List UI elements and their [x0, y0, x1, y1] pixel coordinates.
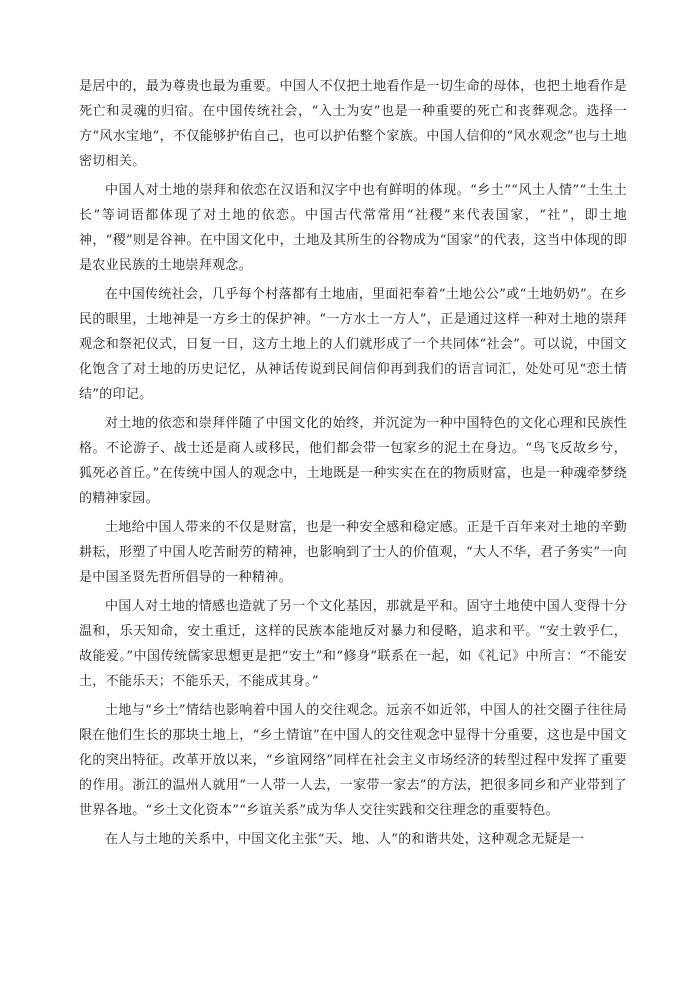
paragraph: 土地与“乡土”情结也影响着中国人的交往观念。远亲不如近邻，中国人的社交圈子往往局限在他们生长的那块土地上，“乡土情谊”在中国人的交往观念中显得十分重要，这也是中国文化的突出特征。改革开放以来，“乡谊网络”同样在社会主义市场经济的转型过程中发挥了重要的作用。浙江的温州人就用“一人带一人去，一家带一家去”的方法，把很多同乡和产业带到了世界各地。“乡土文化资本”“乡谊关系”成为华人交往实践和交往理念的重要特色。 [79, 703, 627, 818]
paragraph: 中国人对土地的崇拜和依恋在汉语和汉字中也有鲜明的体现。“乡土”“风土人情”“土生土长”等词语都体现了对土地的依恋。中国古代常常用“社稷”来代表国家，“社”，即土地神，“稷”则是谷神。在中国文化中，土地及其所生的谷物成为“国家”的代表，这当中体现的即是农业民族的土地崇拜观念。 [79, 183, 627, 273]
paragraph: 中国人对土地的情感也造就了另一个文化基因，那就是平和。固守土地使中国人变得十分温和，乐天知命，安土重迁，这样的民族本能地反对暴力和侵略，追求和平。“安土敦乎仁，故能爱。”中国传统儒家思想更是把“安土”和“修身”联系在一起，如《礼记》中所言：“不能安土，不能乐天；不能乐天，不能成其身。” [79, 599, 627, 689]
article-body [79, 74, 627, 856]
paragraph-continued: 是居中的，最为尊贵也最为重要。中国人不仅把土地看作是一切生命的母体，也把土地看作是死亡和灵魂的归宿。在中国传统社会，“入土为安”也是一种重要的死亡和丧葬观念。选择一方“风水宝地”，不仅能够护佑自己，也可以护佑整个家族。中国人信仰的“风水观念”也与土地密切相关。 [79, 79, 627, 169]
paragraph: 对土地的依恋和崇拜伴随了中国文化的始终，并沉淀为一种中国特色的文化心理和民族性格。不论游子、战士还是商人或移民，他们都会带一包家乡的泥土在身边。“鸟飞反故乡兮，狐死必首丘。”在传统中国人的观念中，土地既是一种实实在在的物质财富，也是一种魂牵梦绕的精神家园。 [79, 416, 627, 506]
paragraph-truncated: 在人与土地的关系中，中国文化主张“天、地、人”的和谐共处，这种观念无疑是一 [105, 832, 585, 847]
paragraph: 在中国传统社会，几乎每个村落都有土地庙，里面祀奉着“土地公公”或“土地奶奶”。在乡民的眼里，土地神是一方乡土的保护神。“一方水土一方人”，正是通过这样一种对土地的崇拜观念和祭祀仪式，日复一日，这方土地上的人们就形成了一个共同体“社会”。可以说，中国文化饱含了对土地的历史记忆，从神话传说到民间信仰再到我们的语言词汇，处处可见“恋土情结”的印记。 [79, 287, 627, 402]
paragraph: 土地给中国人带来的不仅是财富，也是一种安全感和稳定感。正是千百年来对土地的辛勤耕耘，形塑了中国人吃苦耐劳的精神，也影响到了士人的价值观，“大人不华，君子务实”一向是中国圣贤先哲所倡导的一种精神。 [79, 520, 627, 585]
